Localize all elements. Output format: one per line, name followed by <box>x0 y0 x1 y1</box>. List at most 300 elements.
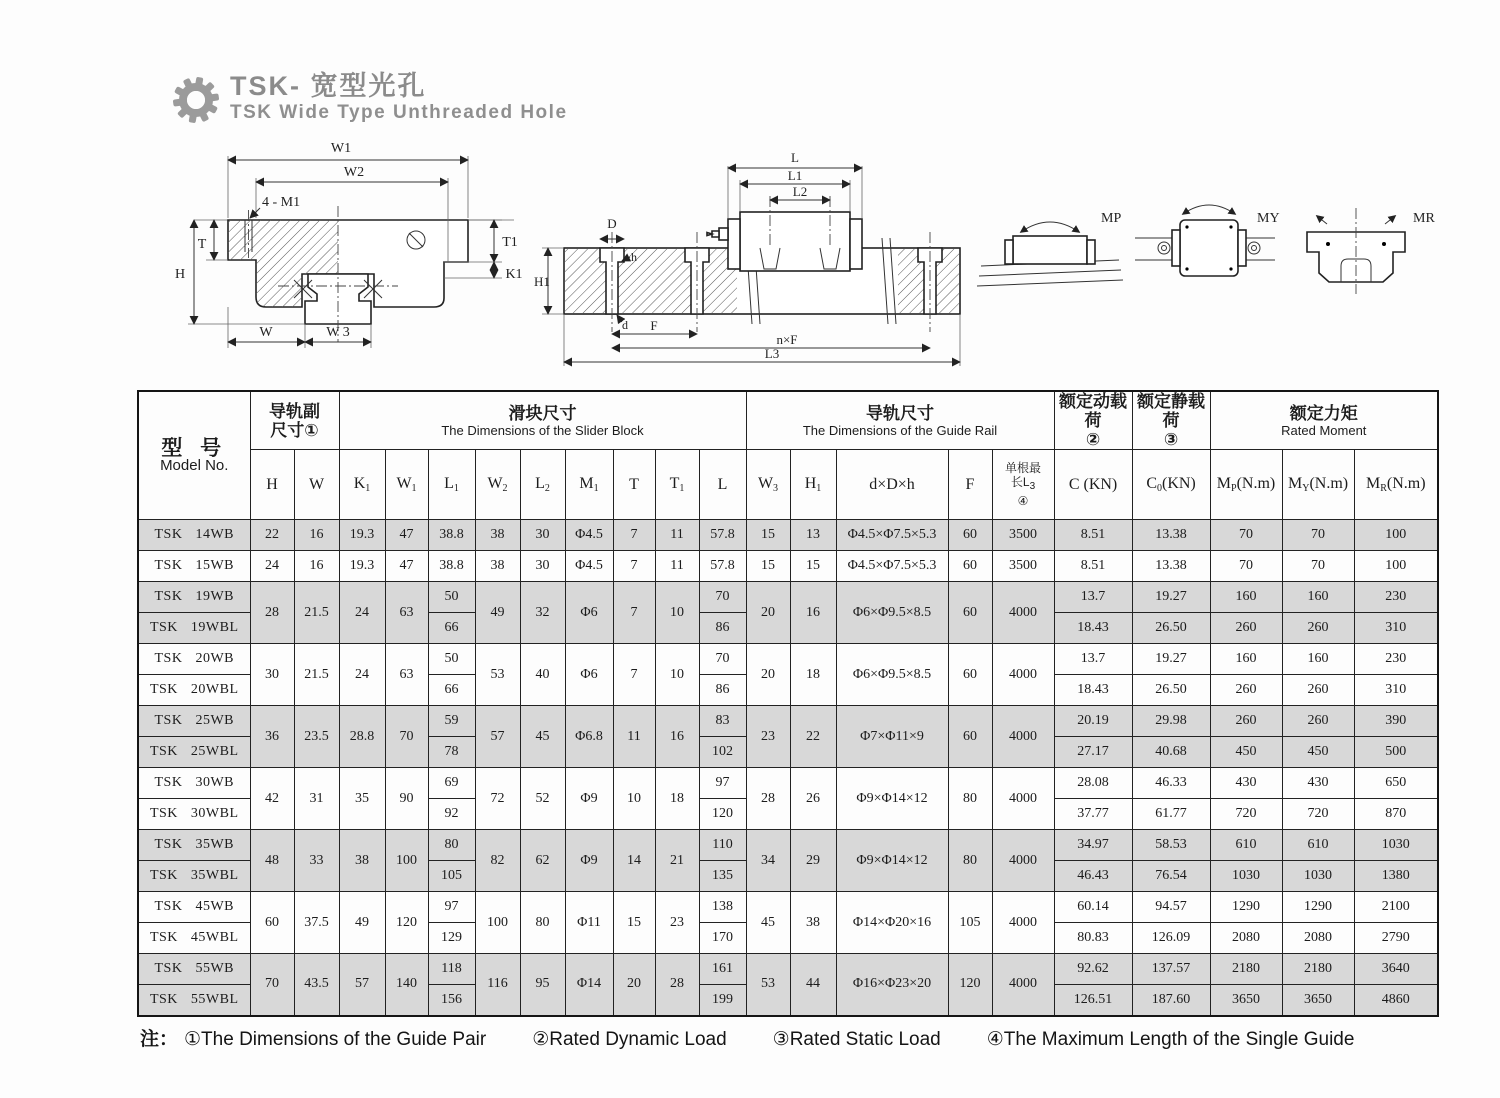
table-cell: 3500 <box>992 551 1054 582</box>
group-header: 额定静载荷 ③ <box>1132 391 1210 450</box>
table-cell: 126.51 <box>1054 985 1132 1016</box>
group-header: 额定动载荷 ② <box>1054 391 1132 450</box>
table-row <box>138 892 1438 923</box>
table-cell: 43.5 <box>294 954 339 1016</box>
table-cell: 58.53 <box>1132 830 1210 861</box>
table-cell: 66 <box>428 675 475 706</box>
table-cell: 80 <box>428 830 475 861</box>
table-cell: 63 <box>385 644 428 706</box>
table-cell: 26.50 <box>1132 675 1210 706</box>
table-cell: 100 <box>385 830 428 892</box>
dim-label-L3: L3 <box>764 346 780 361</box>
table-cell: 14 <box>613 830 655 892</box>
table-cell: 92.62 <box>1054 954 1132 985</box>
table-cell: 80 <box>948 768 992 830</box>
table-cell: 610 <box>1282 830 1354 861</box>
moment-label-my: MY <box>1257 211 1280 226</box>
table-cell: 140 <box>385 954 428 1016</box>
table-cell: 19.3 <box>339 551 385 582</box>
front-view-drawing <box>166 136 534 376</box>
table-cell: Φ6.8 <box>565 706 613 768</box>
table-cell: 160 <box>1210 582 1282 613</box>
table-cell: 57 <box>339 954 385 1016</box>
spec-table <box>137 390 1439 1017</box>
table-cell: 36 <box>250 706 294 768</box>
table-cell: 90 <box>385 768 428 830</box>
table-cell: 100 <box>1354 551 1438 582</box>
table-cell: 870 <box>1354 799 1438 830</box>
table-cell: 29 <box>790 830 836 892</box>
table-cell: 2180 <box>1210 954 1282 985</box>
moment-mr-diagram <box>1307 208 1435 294</box>
model-cell: TSK 45WB <box>138 892 250 923</box>
table-cell: 156 <box>428 985 475 1016</box>
column-header: $H_1$ <box>790 450 836 520</box>
table-cell: Φ9 <box>565 768 613 830</box>
column-header: $M_P(N.m)$ <box>1210 450 1282 520</box>
column-header: $M_1$ <box>565 450 613 520</box>
table-cell: 66 <box>428 613 475 644</box>
table-cell: 19.27 <box>1132 644 1210 675</box>
table-cell: 650 <box>1354 768 1438 799</box>
table-cell: Φ6 <box>565 582 613 644</box>
table-cell: 3650 <box>1282 985 1354 1016</box>
table-cell: 30 <box>250 644 294 706</box>
table-cell: 1290 <box>1282 892 1354 923</box>
group-header: 额定力矩 Rated Moment <box>1210 391 1438 450</box>
table-cell: 21.5 <box>294 644 339 706</box>
column-header: $T_1$ <box>655 450 699 520</box>
table-cell: 20 <box>746 644 790 706</box>
table-cell: 50 <box>428 582 475 613</box>
table-cell: 11 <box>655 551 699 582</box>
table-cell: 38 <box>790 892 836 954</box>
table-cell: 126.09 <box>1132 923 1210 954</box>
table-cell: 160 <box>1282 644 1354 675</box>
table-cell: 70 <box>1210 551 1282 582</box>
table-cell: 35 <box>339 768 385 830</box>
table-cell: 4000 <box>992 892 1054 954</box>
table-cell: 28.8 <box>339 706 385 768</box>
table-cell: 105 <box>948 892 992 954</box>
table-cell: 13.38 <box>1132 551 1210 582</box>
table-cell: 82 <box>475 830 520 892</box>
table-cell: 7 <box>613 551 655 582</box>
table-cell: 62 <box>520 830 565 892</box>
table-cell: 110 <box>699 830 746 861</box>
column-header: $L_1$ <box>428 450 475 520</box>
dim-label-F: F <box>650 318 658 333</box>
dim-label-h: h <box>631 250 637 264</box>
column-header: d×D×h <box>836 450 948 520</box>
model-cell: TSK 25WB <box>138 706 250 737</box>
table-cell: 118 <box>428 954 475 985</box>
table-cell: 13.7 <box>1054 644 1132 675</box>
table-cell: 38 <box>475 551 520 582</box>
table-cell: 34 <box>746 830 790 892</box>
table-cell: 450 <box>1210 737 1282 768</box>
table-cell: 1030 <box>1210 861 1282 892</box>
model-cell: TSK 19WBL <box>138 613 250 644</box>
table-cell: 19.3 <box>339 520 385 551</box>
table-cell: 59 <box>428 706 475 737</box>
model-cell: TSK 25WBL <box>138 737 250 768</box>
table-cell: 38 <box>339 830 385 892</box>
table-cell: 2080 <box>1210 923 1282 954</box>
table-cell: 45 <box>520 706 565 768</box>
table-cell: 1030 <box>1282 861 1354 892</box>
moment-diagrams <box>975 180 1445 315</box>
table-cell: 310 <box>1354 675 1438 706</box>
table-cell: 50 <box>428 644 475 675</box>
table-cell: 260 <box>1282 706 1354 737</box>
table-cell: 160 <box>1210 644 1282 675</box>
table-cell: 57.8 <box>699 551 746 582</box>
table-cell: 13.38 <box>1132 520 1210 551</box>
table-cell: 69 <box>428 768 475 799</box>
dim-label-W3: W 3 <box>326 325 350 340</box>
table-cell: Φ6 <box>565 644 613 706</box>
table-row <box>138 551 1438 582</box>
table-row <box>138 954 1438 985</box>
table-cell: 4000 <box>992 830 1054 892</box>
model-cell: TSK 55WBL <box>138 985 250 1016</box>
dim-label-L2: L2 <box>792 184 808 199</box>
table-cell: 40 <box>520 644 565 706</box>
table-cell: 29.98 <box>1132 706 1210 737</box>
table-cell: 16 <box>294 551 339 582</box>
table-cell: 120 <box>699 799 746 830</box>
table-cell: 24 <box>339 582 385 644</box>
model-cell: TSK 35WBL <box>138 861 250 892</box>
gear-icon <box>170 72 222 126</box>
table-cell: 10 <box>655 582 699 644</box>
table-cell: 95 <box>520 954 565 1016</box>
model-cell: TSK 35WB <box>138 830 250 861</box>
table-cell: 161 <box>699 954 746 985</box>
model-cell: TSK 30WBL <box>138 799 250 830</box>
table-cell: 24 <box>339 644 385 706</box>
table-cell: 47 <box>385 551 428 582</box>
table-cell: 18.43 <box>1054 675 1132 706</box>
table-cell: 199 <box>699 985 746 1016</box>
column-header: $W_3$ <box>746 450 790 520</box>
table-cell: 3640 <box>1354 954 1438 985</box>
table-cell: Φ4.5 <box>565 520 613 551</box>
table-cell: 116 <box>475 954 520 1016</box>
table-row <box>138 520 1438 551</box>
table-cell: 38.8 <box>428 520 475 551</box>
table-cell: 70 <box>385 706 428 768</box>
column-header: $L_2$ <box>520 450 565 520</box>
table-cell: 60 <box>948 706 992 768</box>
table-cell: 34.97 <box>1054 830 1132 861</box>
side-view-drawing <box>532 136 982 376</box>
table-cell: 7 <box>613 520 655 551</box>
table-cell: 49 <box>475 582 520 644</box>
moment-my-diagram <box>1135 205 1280 276</box>
table-cell: 11 <box>613 706 655 768</box>
dim-label-L: L <box>791 150 799 165</box>
table-cell: 27.17 <box>1054 737 1132 768</box>
table-cell: 135 <box>699 861 746 892</box>
table-cell: 52 <box>520 768 565 830</box>
table-cell: 97 <box>699 768 746 799</box>
table-cell: 4000 <box>992 768 1054 830</box>
table-cell: 230 <box>1354 644 1438 675</box>
table-cell: 60 <box>948 582 992 644</box>
model-cell: TSK 20WBL <box>138 675 250 706</box>
column-header: F <box>948 450 992 520</box>
table-cell: 76.54 <box>1132 861 1210 892</box>
table-cell: Φ14×Φ20×16 <box>836 892 948 954</box>
table-cell: 16 <box>294 520 339 551</box>
table-cell: 138 <box>699 892 746 923</box>
table-cell: Φ9 <box>565 830 613 892</box>
table-cell: 20.19 <box>1054 706 1132 737</box>
table-cell: 1030 <box>1354 830 1438 861</box>
group-header: 导轨尺寸 The Dimensions of the Guide Rail <box>746 391 1054 450</box>
table-cell: 28 <box>250 582 294 644</box>
moment-label-mr: MR <box>1413 211 1435 226</box>
table-cell: 170 <box>699 923 746 954</box>
dim-label-D: D <box>607 216 617 231</box>
table-cell: 500 <box>1354 737 1438 768</box>
table-cell: 60.14 <box>1054 892 1132 923</box>
table-cell: 33 <box>294 830 339 892</box>
table-cell: Φ9×Φ14×12 <box>836 830 948 892</box>
footnote-item-3: ③Rated Static Load <box>772 1029 941 1050</box>
table-cell: 2080 <box>1282 923 1354 954</box>
footnote-item-2: ②Rated Dynamic Load <box>532 1029 727 1050</box>
table-cell: 137.57 <box>1132 954 1210 985</box>
table-cell: 45 <box>746 892 790 954</box>
table-cell: 8.51 <box>1054 520 1132 551</box>
table-cell: 70 <box>250 954 294 1016</box>
table-cell: 260 <box>1210 675 1282 706</box>
dim-label-nF: n×F <box>776 332 798 347</box>
table-cell: Φ7×Φ11×9 <box>836 706 948 768</box>
dim-label-d: d <box>622 318 628 332</box>
table-cell: 46.43 <box>1054 861 1132 892</box>
table-cell: 15 <box>790 551 836 582</box>
table-cell: 20 <box>613 954 655 1016</box>
table-cell: 70 <box>699 644 746 675</box>
table-cell: 38.8 <box>428 551 475 582</box>
group-header: 导轨副 尺寸① <box>250 391 339 450</box>
table-cell: 47 <box>385 520 428 551</box>
table-cell: 48 <box>250 830 294 892</box>
column-header: $K_1$ <box>339 450 385 520</box>
table-cell: 37.77 <box>1054 799 1132 830</box>
model-cell: TSK 15WB <box>138 551 250 582</box>
table-cell: 230 <box>1354 582 1438 613</box>
table-cell: 30 <box>520 551 565 582</box>
table-cell: 78 <box>428 737 475 768</box>
table-cell: 19.27 <box>1132 582 1210 613</box>
table-cell: 21.5 <box>294 582 339 644</box>
table-cell: 21 <box>655 830 699 892</box>
table-cell: 260 <box>1282 675 1354 706</box>
dim-label-K1: K1 <box>505 267 523 282</box>
table-cell: 610 <box>1210 830 1282 861</box>
moment-label-mp: MP <box>1101 211 1122 226</box>
column-header: $C_0(KN)$ <box>1132 450 1210 520</box>
table-cell: 53 <box>746 954 790 1016</box>
table-cell: 44 <box>790 954 836 1016</box>
table-cell: 15 <box>613 892 655 954</box>
table-cell: 30 <box>520 520 565 551</box>
table-cell: 430 <box>1282 768 1354 799</box>
table-cell: 720 <box>1282 799 1354 830</box>
table-cell: 2790 <box>1354 923 1438 954</box>
moment-mp-diagram <box>977 211 1123 286</box>
column-header: 单根最 长$L_3$ ④ <box>992 450 1054 520</box>
model-cell: TSK 55WB <box>138 954 250 985</box>
model-cell: TSK 20WB <box>138 644 250 675</box>
table-cell: 61.77 <box>1132 799 1210 830</box>
table-cell: 2180 <box>1282 954 1354 985</box>
table-cell: 10 <box>613 768 655 830</box>
column-header: L <box>699 450 746 520</box>
table-cell: 28 <box>746 768 790 830</box>
table-cell: 57 <box>475 706 520 768</box>
table-cell: 310 <box>1354 613 1438 644</box>
table-cell: 31 <box>294 768 339 830</box>
dim-label-4M1: 4 - M1 <box>262 195 301 210</box>
brand-block <box>170 72 568 126</box>
table-cell: 129 <box>428 923 475 954</box>
table-cell: 450 <box>1282 737 1354 768</box>
table-cell: 160 <box>1282 582 1354 613</box>
table-cell: 70 <box>1282 551 1354 582</box>
table-cell: 100 <box>1354 520 1438 551</box>
table-cell: 7 <box>613 582 655 644</box>
table-cell: 53 <box>475 644 520 706</box>
table-cell: 28 <box>655 954 699 1016</box>
table-cell: 187.60 <box>1132 985 1210 1016</box>
table-cell: 57.8 <box>699 520 746 551</box>
table-row <box>138 644 1438 675</box>
table-cell: 23 <box>655 892 699 954</box>
footnote <box>140 1024 1400 1051</box>
table-cell: 11 <box>655 520 699 551</box>
table-cell: 24 <box>250 551 294 582</box>
column-header: $M_Y(N.m)$ <box>1282 450 1354 520</box>
table-cell: 120 <box>948 954 992 1016</box>
table-cell: 720 <box>1210 799 1282 830</box>
table-cell: 15 <box>746 551 790 582</box>
table-cell: Φ11 <box>565 892 613 954</box>
table-cell: 2100 <box>1354 892 1438 923</box>
table-cell: 4860 <box>1354 985 1438 1016</box>
table-cell: 38 <box>475 520 520 551</box>
table-cell: Φ14 <box>565 954 613 1016</box>
table-cell: 80 <box>520 892 565 954</box>
model-cell: TSK 30WB <box>138 768 250 799</box>
table-cell: 18 <box>790 644 836 706</box>
table-cell: 83 <box>699 706 746 737</box>
table-cell: 8.51 <box>1054 551 1132 582</box>
table-cell: 86 <box>699 613 746 644</box>
table-cell: 26 <box>790 768 836 830</box>
table-cell: 260 <box>1210 706 1282 737</box>
table-row <box>138 830 1438 861</box>
column-header: W <box>294 450 339 520</box>
table-row <box>138 768 1438 799</box>
table-cell: 23.5 <box>294 706 339 768</box>
model-cell: TSK 19WB <box>138 582 250 613</box>
dim-label-H1: H1 <box>534 274 550 289</box>
table-cell: 92 <box>428 799 475 830</box>
table-cell: 60 <box>948 551 992 582</box>
table-row <box>138 582 1438 613</box>
table-cell: 1380 <box>1354 861 1438 892</box>
table-cell: 63 <box>385 582 428 644</box>
dim-label-T: T <box>197 237 207 252</box>
footnote-label: 注： <box>140 1029 179 1050</box>
table-cell: 70 <box>1210 520 1282 551</box>
table-cell: 86 <box>699 675 746 706</box>
table-cell: 15 <box>746 520 790 551</box>
table-cell: 28.08 <box>1054 768 1132 799</box>
table-cell: Φ4.5 <box>565 551 613 582</box>
table-cell: Φ4.5×Φ7.5×5.3 <box>836 520 948 551</box>
spec-table-container <box>137 390 1439 1017</box>
page-title: TSK- 宽型光孔 <box>230 71 427 101</box>
table-cell: 18.43 <box>1054 613 1132 644</box>
table-cell: 80.83 <box>1054 923 1132 954</box>
table-cell: 32 <box>520 582 565 644</box>
dim-label-T1: T1 <box>502 235 518 250</box>
column-header: C (KN) <box>1054 450 1132 520</box>
table-cell: 40.68 <box>1132 737 1210 768</box>
column-header: H <box>250 450 294 520</box>
dim-label-H: H <box>174 267 186 282</box>
table-cell: 100 <box>475 892 520 954</box>
table-cell: Φ6×Φ9.5×8.5 <box>836 582 948 644</box>
dim-label-L1: L1 <box>787 168 803 183</box>
table-cell: Φ16×Φ23×20 <box>836 954 948 1016</box>
table-cell: 10 <box>655 644 699 706</box>
table-cell: 60 <box>250 892 294 954</box>
table-cell: 105 <box>428 861 475 892</box>
column-header: $W_2$ <box>475 450 520 520</box>
table-cell: 46.33 <box>1132 768 1210 799</box>
table-cell: 390 <box>1354 706 1438 737</box>
table-cell: 23 <box>746 706 790 768</box>
table-cell: 70 <box>699 582 746 613</box>
table-cell: 94.57 <box>1132 892 1210 923</box>
table-cell: 3500 <box>992 520 1054 551</box>
table-cell: 70 <box>1282 520 1354 551</box>
table-cell: 42 <box>250 768 294 830</box>
table-cell: 18 <box>655 768 699 830</box>
dim-label-W2: W2 <box>343 165 365 180</box>
table-cell: 80 <box>948 830 992 892</box>
column-header: T <box>613 450 655 520</box>
column-header: $W_1$ <box>385 450 428 520</box>
table-cell: 260 <box>1282 613 1354 644</box>
table-cell: 97 <box>428 892 475 923</box>
page-subtitle: TSK Wide Type Unthreaded Hole <box>230 102 568 123</box>
table-cell: 1290 <box>1210 892 1282 923</box>
table-cell: 7 <box>613 644 655 706</box>
column-header: $M_R(N.m)$ <box>1354 450 1438 520</box>
table-cell: 13.7 <box>1054 582 1132 613</box>
table-cell: 4000 <box>992 582 1054 644</box>
table-cell: 16 <box>790 582 836 644</box>
